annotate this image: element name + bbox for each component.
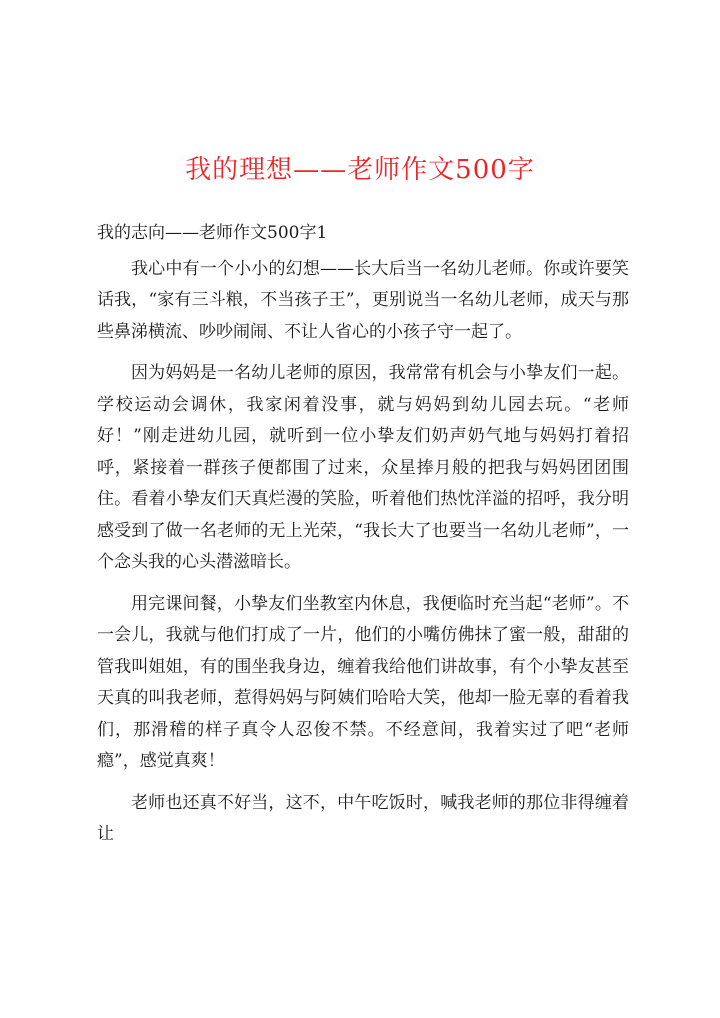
paragraph-3: 用完课间餐，小挚友们坐教室内休息，我便临时充当起“老师”。不一会儿，我就与他们打成了一片，他们的小嘴仿佛抹了蜜一般，甜甜的管我叫姐姐，有的围坐我身边，缠着我给他们讲故事，有个小挚友甚至天真的叫我老师，惹得妈妈与阿姨们哈哈大笑，他却一脸无辜的看着我们，那滑稽的样子真令人忍俊不禁。不经意间，我着实过了吧“老师瘾”，感觉真爽！ [97,593,629,771]
paragraph-1: 我心中有一个小小的幻想——长大后当一名幼儿老师。你或许要笑话我，“家有三斗粮，不当孩子王”，更别说当一名幼儿老师，成天与那些鼻涕横流、吵吵闹闹、不让人省心的小孩子守一起了。 [97,258,629,342]
document-title: 我的理想——老师作文500字 [185,155,535,185]
section-subheading: 我的志向——老师作文500字1 [97,223,328,243]
document-body [97,218,629,861]
paragraph-2: 因为妈妈是一名幼儿老师的原因，我常常有机会与小挚友们一起。学校运动会调休，我家闲着没事，就与妈妈到幼儿园去玩。“老师好！”刚走进幼儿园，就听到一位小挚友们奶声奶气地与妈妈打着招呼，紧接着一群孩子便都围了过来，众星捧月般的把我与妈妈团团围住。看着小挚友们天真烂漫的笑脸，听着他们热忱洋溢的招呼，我分明感受到了做一名老师的无上光荣，“我长大了也要当一名幼儿老师”，一个念头我的心头潜滋暗长。 [97,363,629,572]
paragraph-4: 老师也还真不好当，这不，中午吃饭时，喊我老师的那位非得缠着让 [97,792,629,844]
